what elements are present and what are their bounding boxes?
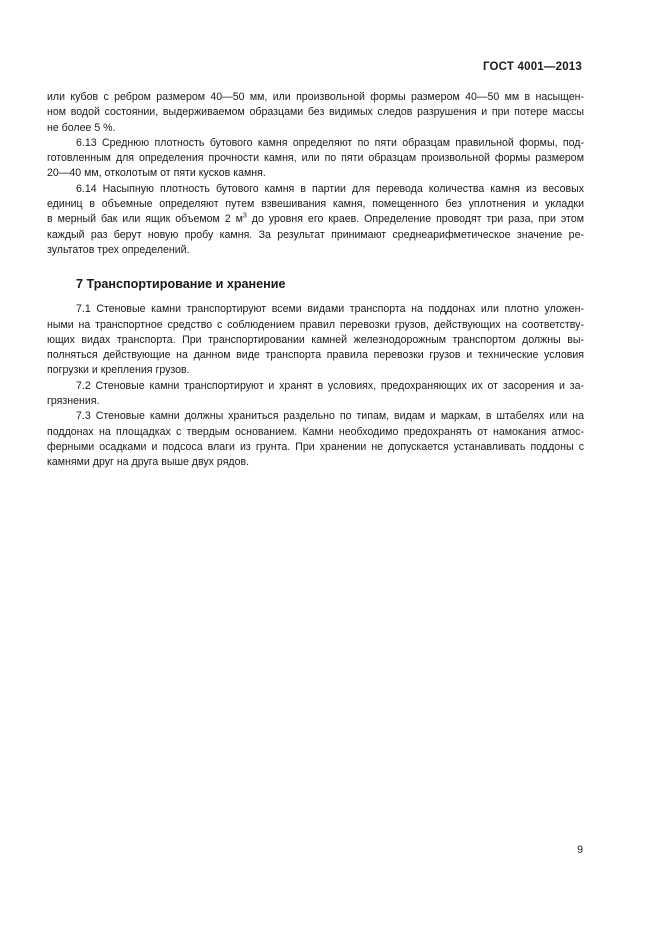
text-line: не более 5 %. <box>47 121 116 134</box>
text-line: 6.14 Насыпную плотность бутового камня в партии для перевода количества камня из весовых <box>76 182 584 195</box>
text-segment: в мерный бак или ящик объемом 2 м <box>47 213 243 226</box>
text-line-with-superscript <box>47 212 584 227</box>
text-line: ферными осадками и подсоса влаги из грунта. При хранении не допускается устанавливать поддоны с <box>47 440 584 453</box>
page-number: 9 <box>577 844 583 856</box>
page-body <box>47 90 584 471</box>
text-line: ном водой состоянии, выдерживаемом образцами без видимых следов разрушения и при потере массы <box>47 106 584 119</box>
text-line: 7.1 Стеновые камни транспортируют всеми видами транспорта на поддонах или плотно уложен- <box>76 303 584 316</box>
paragraph-6-13 <box>47 136 584 182</box>
text-line: полняться действующие на данном виде транспорта правила перевозки грузов и технические условия <box>47 349 584 362</box>
text-line: ющих видах транспорта. При транспортировании камней железнодорожным транспортом должны вы- <box>47 333 584 346</box>
document-header: ГОСТ 4001—2013 <box>482 61 582 73</box>
text-line: поддонах на площадках с твердым основанием. Камни необходимо предохранять от намокания атмос- <box>47 425 584 438</box>
paragraph-7-2 <box>47 379 584 410</box>
text-line: погрузки и крепления грузов. <box>47 364 190 377</box>
text-line: 7.2 Стеновые камни транспортируют и хранят в условиях, предохраняющих их от засорения и за- <box>76 379 584 392</box>
text-line: готовленным для определения прочности камня, или по пяти образцам произвольной формы размером <box>47 152 584 165</box>
text-line: единиц в объемные определяют путем взвешивания камня, помещенного без уплотнения и укладки <box>47 198 584 211</box>
paragraph-6-14 <box>47 182 584 258</box>
text-segment: до уровня его краев. Определение проводят три раза, при этом <box>246 213 585 226</box>
text-line: каждый раз берут новую пробу камня. За результат принимают среднеарифметическое значение ре- <box>47 228 584 241</box>
paragraph-7-1 <box>47 302 584 378</box>
section-title: 7 Транспортирование и хранение <box>76 277 286 292</box>
text-line: 20—40 мм, отколотым от пяти кусков камня. <box>47 167 266 180</box>
paragraph-6-12-continuation <box>47 90 584 136</box>
text-line: зультатов трех определений. <box>47 243 190 256</box>
superscript: 3 <box>242 212 247 220</box>
text-line: 6.13 Среднюю плотность бутового камня определяют по пяти образцам правильной формы, под- <box>76 136 584 149</box>
text-line: 7.3 Стеновые камни должны храниться раздельно по типам, видам и маркам, в штабелях или на <box>76 410 584 423</box>
text-line: грязнения. <box>47 395 100 408</box>
text-line: камнями друг на друга выше двух рядов. <box>47 456 250 469</box>
text-line: ными на транспортное средство с соблюдением правил перевозки грузов, действующих на соответству- <box>47 318 584 331</box>
paragraph-7-3 <box>47 409 584 470</box>
text-line: или кубов с ребром размером 40—50 мм, или произвольной формы размером 40—50 мм в насыщен- <box>47 91 584 103</box>
